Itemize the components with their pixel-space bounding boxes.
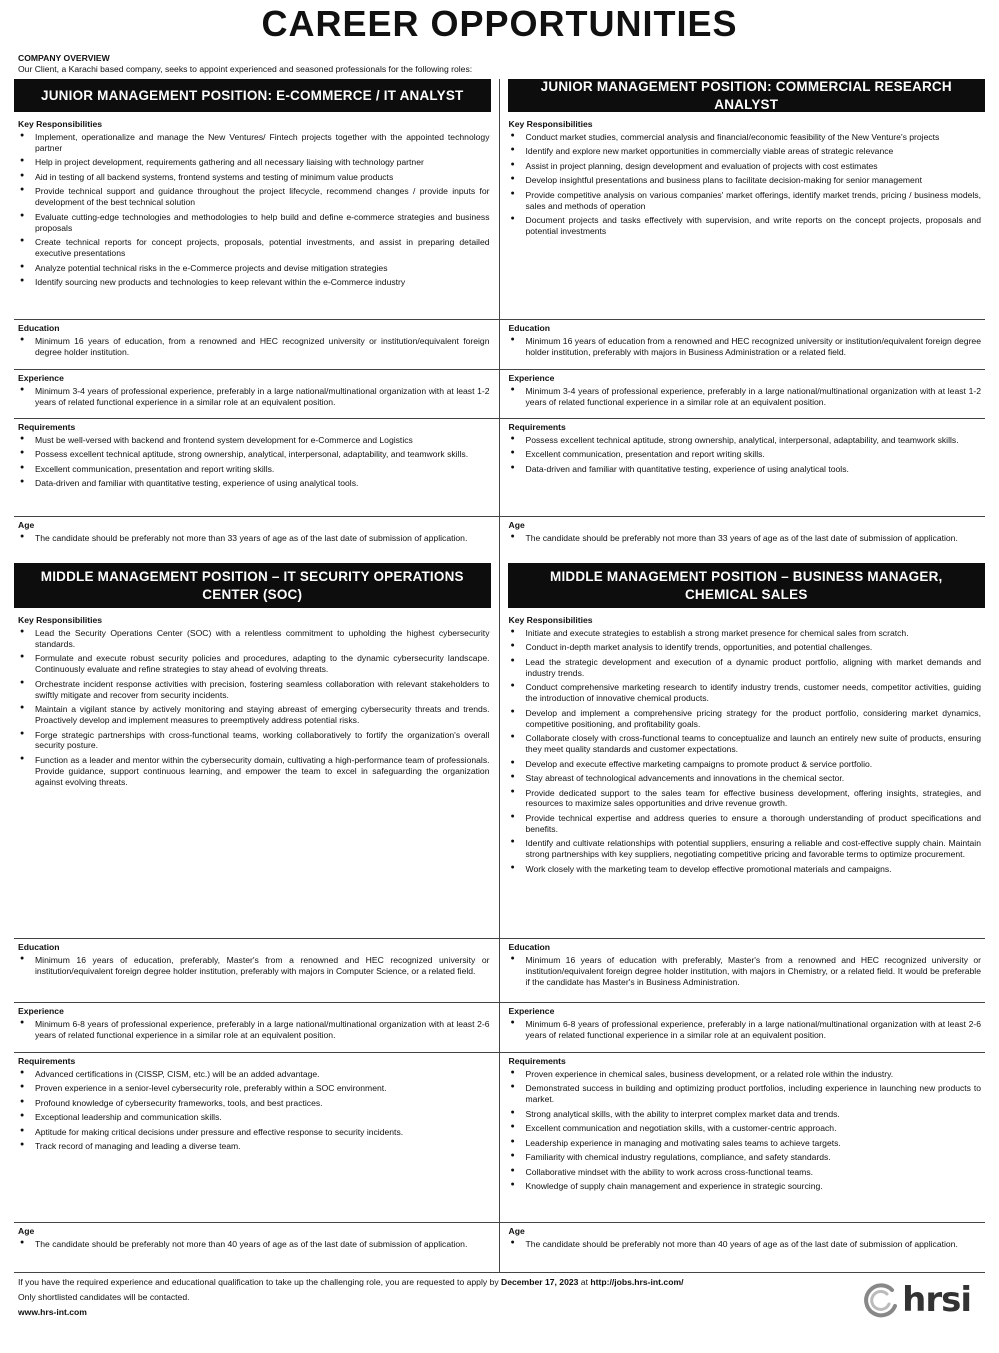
list-item: ● Advanced certifications in (CISSP, CISM, etc.) will be an added advantage. bbox=[18, 1069, 490, 1080]
list-item: ● Maintain a vigilant stance by actively monitoring and staying abreast of emerging cybersecurity threats and trends. Proactively develop and implement measures to preemptively address potential risks. bbox=[18, 704, 490, 726]
list-item: ● Orchestrate incident response activities with precision, fostering seamless collaboration with relevant stakeholders to swiftly mitigate and recover from security incidents. bbox=[18, 679, 490, 701]
list-item: ● Forge strategic partnerships with cross-functional teams, working collaboratively to fortify the organization's overall security posture. bbox=[18, 730, 490, 752]
cra-key-list bbox=[509, 132, 982, 237]
list-item: ● Must be well-versed with backend and frontend system development for e-Commerce and Logistics bbox=[18, 435, 490, 446]
list-item: ● Aid in testing of all backend systems, frontend systems and testing of minimum value products bbox=[18, 172, 490, 183]
chem-edu-heading: Education bbox=[508, 942, 551, 952]
soc-exp-heading: Experience bbox=[18, 1006, 64, 1016]
soc-edu-list bbox=[18, 955, 490, 977]
chem-exp-heading: Experience bbox=[508, 1006, 555, 1016]
footer bbox=[14, 1272, 985, 1318]
deadline: December 17, 2023 bbox=[501, 1277, 579, 1287]
list-item: ● The candidate should be preferably not more than 40 years of age as of the last date of submission of application. bbox=[509, 1239, 982, 1250]
company-overview bbox=[14, 47, 985, 79]
list-item: ● Provide technical support and guidance throughout the project lifecycle, recommend changes / provide inputs for development of the best technical solution bbox=[18, 186, 490, 208]
ecom-edu-list bbox=[18, 336, 490, 358]
list-item: ● Profound knowledge of cybersecurity frameworks, tools, and best practices. bbox=[18, 1098, 490, 1109]
ecom-title-banner: JUNIOR MANAGEMENT POSITION: E-COMMERCE / IT ANALYST bbox=[14, 79, 491, 112]
list-item: ● Familiarity with chemical industry regulations, compliance, and safety standards. bbox=[509, 1152, 982, 1163]
list-item: ● Initiate and execute strategies to establish a strong market presence for chemical sales from scratch. bbox=[509, 628, 982, 639]
list-item: ● Implement, operationalize and manage the New Ventures/ Fintech projects together with the appointed technology partner bbox=[18, 132, 490, 154]
list-item: ● Track record of managing and leading a diverse team. bbox=[18, 1141, 490, 1152]
list-item: ● Minimum 3-4 years of professional experience, preferably in a large national/multinational organization with at least 1-2 years of related functional experience in a similar role at an equivalent position. bbox=[18, 386, 490, 408]
soc-age-list bbox=[18, 1239, 490, 1250]
list-item: ● Exceptional leadership and communication skills. bbox=[18, 1112, 490, 1123]
cra-edu-list bbox=[509, 336, 982, 358]
chem-edu-list bbox=[509, 955, 982, 988]
cra-exp-heading: Experience bbox=[508, 373, 555, 383]
overview-heading: COMPANY OVERVIEW bbox=[18, 53, 110, 63]
list-item: ● Identify and cultivate relationships with potential suppliers, ensuring a reliable and cost-effective supply chain. Maintain strong partnerships with key suppliers, negotiating competitive pricing and favorable terms to optimize procurement. bbox=[509, 838, 982, 860]
list-item: ● The candidate should be preferably not more than 40 years of age as of the last date of submission of application. bbox=[18, 1239, 490, 1250]
chem-req-list bbox=[509, 1069, 982, 1192]
junior-key-row bbox=[14, 116, 985, 319]
apply-instructions bbox=[18, 1277, 981, 1288]
list-item: ● Knowledge of supply chain management and experience in strategic sourcing. bbox=[509, 1181, 982, 1192]
list-item: ● Minimum 6-8 years of professional experience, preferably in a large national/multinational organization with at least 2-6 years of related functional experience in a similar role at an equivalent position. bbox=[18, 1019, 490, 1041]
list-item: ● Minimum 16 years of education, from a renowned and HEC recognized university or institution/equivalent foreign degree holder institution. bbox=[18, 336, 490, 358]
chem-key-list bbox=[509, 628, 982, 875]
list-item: ● Create technical reports for concept projects, proposals, potential investments, and assist in preparing detailed executive presentations bbox=[18, 237, 490, 259]
junior-age-row bbox=[14, 516, 985, 563]
list-item: ● Identify and explore new market opportunities in commercially viable areas of strategic relevance bbox=[509, 146, 982, 157]
cra-title-banner: JUNIOR MANAGEMENT POSITION: COMMERCIAL RESEARCH ANALYST bbox=[508, 79, 986, 112]
list-item: ● Evaluate cutting-edge technologies and methodologies to help build and define e-commerce strategies and business proposals bbox=[18, 212, 490, 234]
cra-exp-list bbox=[509, 386, 982, 408]
list-item: ● Provide competitive analysis on various companies' market offerings, identify market trends, pricing / business models, sales and methods of operation bbox=[509, 190, 982, 212]
cra-req-list bbox=[509, 435, 982, 475]
list-item: ● Possess excellent technical aptitude, strong ownership, analytical, interpersonal, adaptability, and teamwork skills. bbox=[18, 449, 490, 460]
ecom-exp-heading: Experience bbox=[18, 373, 64, 383]
list-item: ● Excellent communication, presentation and report writing skills. bbox=[18, 464, 490, 475]
soc-req-list bbox=[18, 1069, 490, 1152]
chem-key-heading: Key Responsibilities bbox=[508, 615, 593, 625]
ecom-exp-list bbox=[18, 386, 490, 408]
list-item: ● Assist in project planning, design development and evaluation of projects with cost estimates bbox=[509, 161, 982, 172]
cra-req-heading: Requirements bbox=[508, 422, 566, 432]
middle-edu-row bbox=[14, 938, 985, 1002]
list-item: ● Conduct in-depth market analysis to identify trends, opportunities, and potential challenges. bbox=[509, 642, 982, 653]
list-item: ● Stay abreast of technological advancements and innovations in the chemical sector. bbox=[509, 773, 982, 784]
list-item: ● Collaborative mindset with the ability to work across cross-functional teams. bbox=[509, 1167, 982, 1178]
hrsi-logo bbox=[862, 1279, 971, 1322]
middle-key-row bbox=[14, 612, 985, 938]
middle-banner-row bbox=[14, 563, 985, 612]
soc-req-heading: Requirements bbox=[18, 1056, 76, 1066]
soc-title-line2: CENTER (SOC) bbox=[202, 586, 303, 602]
soc-edu-heading: Education bbox=[18, 942, 60, 952]
list-item: ● The candidate should be preferably not more than 33 years of age as of the last date of submission of application. bbox=[509, 533, 982, 544]
list-item: ● Lead the strategic development and execution of a dynamic product portfolio, aligning with market demands and industry trends. bbox=[509, 657, 982, 679]
list-item: ● Formulate and execute robust security policies and procedures, adapting to the dynamic cybersecurity landscape. Continuously evaluate and refine strategies to stay ahead of evolving threats. bbox=[18, 653, 490, 675]
list-item: ● Provide technical expertise and address queries to ensure a thorough understanding of product specifications and benefits. bbox=[509, 813, 982, 835]
chem-title-banner bbox=[508, 563, 986, 608]
chem-title-line1: MIDDLE MANAGEMENT POSITION – BUSINESS MANAGER, bbox=[550, 568, 943, 584]
list-item: ● Document projects and tasks effectively with supervision, and write reports on the concept projects, proposals and potential investments bbox=[509, 215, 982, 237]
list-item: ● Minimum 3-4 years of professional experience, preferably in a large national/multinational organization with at least 1-2 years of related functional experience in a similar role at an equivalent position. bbox=[509, 386, 982, 408]
chem-title-line2: CHEMICAL SALES bbox=[684, 586, 808, 602]
website-link[interactable]: www.hrs-int.com bbox=[18, 1306, 87, 1317]
chem-req-heading: Requirements bbox=[508, 1056, 566, 1066]
list-item: ● Minimum 16 years of education, preferably, Master's from a renowned and HEC recognized university or institution/equivalent foreign degree holder institution, preferably with majors in Computer Science, or a related field. bbox=[18, 955, 490, 977]
list-item: ● Leadership experience in managing and motivating sales teams to achieve targets. bbox=[509, 1138, 982, 1149]
soc-title-banner bbox=[14, 563, 491, 608]
page-title: CAREER OPPORTUNITIES bbox=[261, 3, 738, 44]
cra-edu-heading: Education bbox=[508, 323, 551, 333]
logo-wordmark: hrsi bbox=[902, 1280, 971, 1320]
soc-age-heading: Age bbox=[18, 1226, 35, 1236]
list-item: ● Data-driven and familiar with quantitative testing, experience of using analytical tools. bbox=[509, 464, 982, 475]
ecom-req-list bbox=[18, 435, 490, 489]
ecom-key-list bbox=[18, 132, 490, 288]
ecom-req-heading: Requirements bbox=[18, 422, 76, 432]
middle-req-row bbox=[14, 1052, 985, 1222]
cra-age-heading: Age bbox=[508, 520, 525, 530]
list-item: ● Minimum 6-8 years of professional experience, preferably in a large national/multinational organization with at least 2-6 years of related functional experience in a similar role at an equivalent position. bbox=[509, 1019, 982, 1041]
list-item: ● Possess excellent technical aptitude, strong ownership, analytical, interpersonal, adaptability, and teamwork skills. bbox=[509, 435, 982, 446]
junior-req-row bbox=[14, 418, 985, 516]
list-item: ● Strong analytical skills, with the ability to interpret complex market data and trends. bbox=[509, 1109, 982, 1120]
soc-key-list bbox=[18, 628, 490, 788]
ecom-age-list bbox=[18, 533, 490, 544]
list-item: ● Minimum 16 years of education from a renowned and HEC recognized university or institution/equivalent foreign degree holder institution, preferably with majors in Business Administration or a related field. bbox=[509, 336, 982, 358]
ecom-edu-heading: Education bbox=[18, 323, 60, 333]
junior-banner-row bbox=[14, 79, 985, 116]
list-item: ● Work closely with the marketing team to develop effective promotional materials and campaigns. bbox=[509, 864, 982, 875]
chem-age-heading: Age bbox=[508, 1226, 525, 1236]
soc-title-line1: MIDDLE MANAGEMENT POSITION – IT SECURITY OPERATIONS bbox=[40, 568, 464, 584]
list-item: ● Help in project development, requirements gathering and all necessary liaising with technology partner bbox=[18, 157, 490, 168]
list-item: ● Develop and execute effective marketing campaigns to promote product & service portfolio. bbox=[509, 759, 982, 770]
soc-key-heading: Key Responsibilities bbox=[18, 615, 103, 625]
hrsi-ring-icon bbox=[862, 1282, 900, 1320]
shortlist-note: Only shortlisted candidates will be contacted. bbox=[18, 1291, 190, 1302]
ecom-key-heading: Key Responsibilities bbox=[18, 119, 103, 129]
list-item: ● Analyze potential technical risks in the e-Commerce projects and devise mitigation strategies bbox=[18, 263, 490, 274]
chem-age-list bbox=[509, 1239, 982, 1250]
apply-text: If you have the required experience and educational qualification to take up the challenging role, you are requested to apply by bbox=[18, 1277, 502, 1287]
list-item: ● Excellent communication and negotiation skills, with a customer-centric approach. bbox=[509, 1123, 982, 1134]
ecom-age-heading: Age bbox=[18, 520, 35, 530]
junior-edu-row bbox=[14, 319, 985, 369]
middle-exp-row bbox=[14, 1002, 985, 1052]
list-item: ● Collaborate closely with cross-functional teams to conceptualize and launch an entirely new suite of products, ensuring they meet quality standards and customer expectations. bbox=[509, 733, 982, 755]
list-item: ● Data-driven and familiar with quantitative testing, experience of using analytical tools. bbox=[18, 478, 490, 489]
list-item: ● Lead the Security Operations Center (SOC) with a relentless commitment to upholding the highest cybersecurity standards. bbox=[18, 628, 490, 650]
soc-exp-list bbox=[18, 1019, 490, 1041]
cra-age-list bbox=[509, 533, 982, 544]
apply-url-link[interactable]: http://jobs.hrs-int.com/ bbox=[590, 1277, 684, 1287]
list-item: ● Provide dedicated support to the sales team for effective business development, offering insights, strategies, and resources to maximize sales opportunities and drive revenue growth. bbox=[509, 788, 982, 810]
list-item: ● Excellent communication, presentation and report writing skills. bbox=[509, 449, 982, 460]
cra-key-heading: Key Responsibilities bbox=[508, 119, 593, 129]
list-item: ● Function as a leader and mentor within the cybersecurity domain, cultivating a high-performance team of professionals. Provide guidance, support continuous learning, and empower the team to excel in safeguarding the organization against evolving threats. bbox=[18, 755, 490, 788]
list-item: ● Minimum 16 years of education with preferably, Master's from a renowned and HEC recognized university or institution/equivalent foreign degree holder institution, with majors in Chemistry, or a related field. It would be preferable if the candidate has Master's in Business Administration. bbox=[509, 955, 982, 988]
overview-text: Our Client, a Karachi based company, seeks to appoint experienced and seasoned professionals for the following roles: bbox=[18, 63, 473, 74]
junior-exp-row bbox=[14, 369, 985, 418]
list-item: ● Develop insightful presentations and business plans to facilitate decision-making for senior management bbox=[509, 175, 982, 186]
list-item: ● Proven experience in chemical sales, business development, or a related role within the industry. bbox=[509, 1069, 982, 1080]
list-item: ● Develop and implement a comprehensive pricing strategy for the product portfolio, considering market dynamics, competitive positioning, and profitability goals. bbox=[509, 708, 982, 730]
list-item: ● Identify sourcing new products and technologies to keep relevant within the e-Commerce industry bbox=[18, 277, 490, 288]
list-item: ● Aptitude for making critical decisions under pressure and effective response to security incidents. bbox=[18, 1127, 490, 1138]
chem-exp-list bbox=[509, 1019, 982, 1041]
list-item: ● Proven experience in a senior-level cybersecurity role, preferably within a SOC environment. bbox=[18, 1083, 490, 1094]
list-item: ● Conduct comprehensive marketing research to identify industry trends, customer needs, competitor activities, guiding the introduction of innovative chemical products. bbox=[509, 682, 982, 704]
list-item: ● Demonstrated success in building and optimizing product portfolios, including experience in launching new products to market. bbox=[509, 1083, 982, 1105]
list-item: ● Conduct market studies, commercial analysis and financial/economic feasibility of the New Venture's projects bbox=[509, 132, 982, 143]
apply-at: at bbox=[578, 1277, 591, 1287]
middle-age-row bbox=[14, 1222, 985, 1272]
list-item: ● The candidate should be preferably not more than 33 years of age as of the last date of submission of application. bbox=[18, 533, 490, 544]
